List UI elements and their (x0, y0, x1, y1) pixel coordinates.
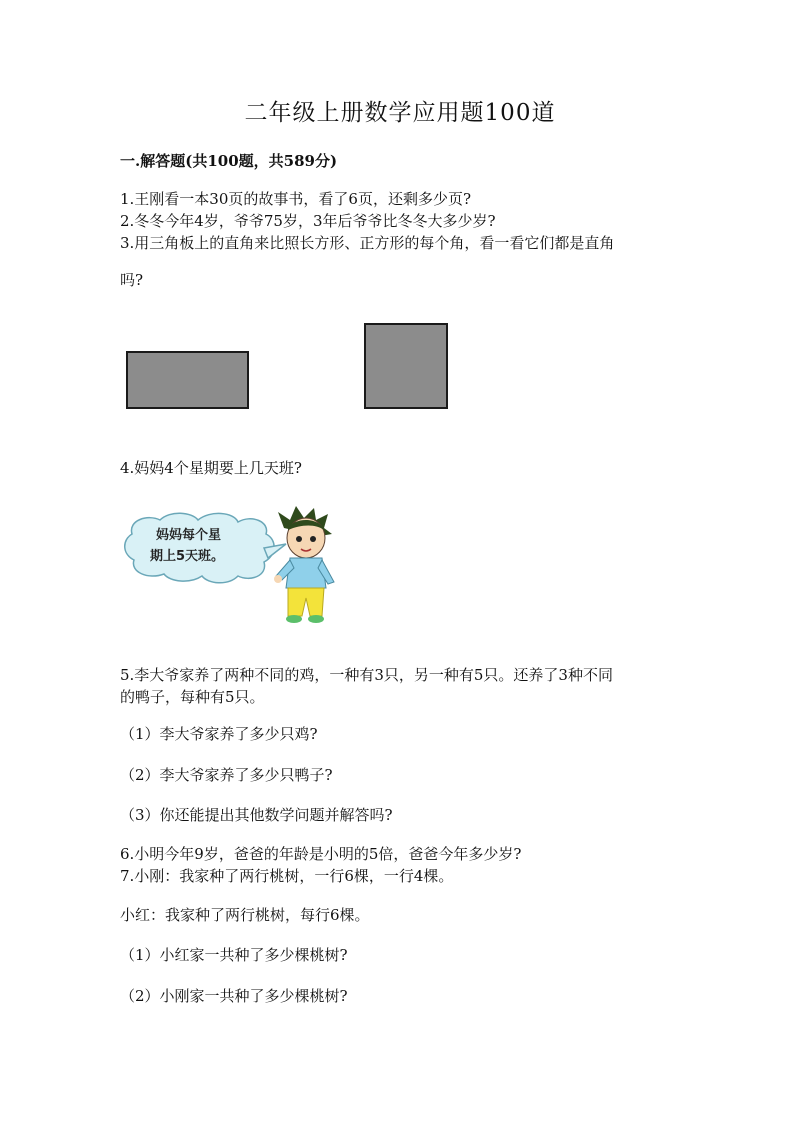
speech-illustration (118, 506, 348, 628)
speech-line-1: 妈妈每个星 (156, 528, 222, 543)
page-title: 二年级上册数学应用题100道 (244, 100, 556, 126)
question-4: 4.妈妈4个星期要上几天班? (120, 459, 302, 477)
question-1: 1.王刚看一本30页的故事书，看了6页，还剩多少页? (120, 190, 471, 208)
question-5-line-1: 5.李大爷家养了两种不同的鸡，一种有3只，另一种有5只。还养了3种不同 (120, 666, 613, 684)
question-7-line-2: 小红：我家种了两行桃树，每行6棵。 (120, 906, 370, 924)
question-7-line-1: 7.小刚：我家种了两行桃树，一行6棵，一行4棵。 (120, 867, 454, 885)
question-2: 2.冬冬今年4岁，爷爷75岁，3年后爷爷比冬冬大多少岁? (120, 212, 496, 230)
rectangle-shape (126, 351, 249, 409)
question-5-sub-3: （3）你还能提出其他数学问题并解答吗? (120, 806, 393, 824)
speech-line-2: 期上5天班。 (150, 549, 225, 564)
question-5-line-2: 的鸭子，每种有5只。 (120, 688, 265, 706)
question-6: 6.小明今年9岁，爸爸的年龄是小明的5倍，爸爸今年多少岁? (120, 845, 522, 863)
question-3-line-1: 3.用三角板上的直角来比照长方形、正方形的每个角，看一看它们都是直角 (120, 234, 615, 252)
question-3-line-2: 吗? (120, 271, 144, 289)
boy-figure (274, 506, 334, 623)
question-5-sub-2: （2）李大爷家养了多少只鸭子? (120, 766, 333, 784)
question-5-sub-1: （1）李大爷家养了多少只鸡? (120, 725, 318, 743)
question-7-sub-1: （1）小红家一共种了多少棵桃树? (120, 946, 348, 964)
section-heading: 一.解答题(共100题，共589分) (120, 152, 338, 170)
question-7-sub-2: （2）小刚家一共种了多少棵桃树? (120, 987, 348, 1005)
boy-with-speech-bubble-image (118, 506, 348, 628)
square-shape (364, 323, 448, 409)
